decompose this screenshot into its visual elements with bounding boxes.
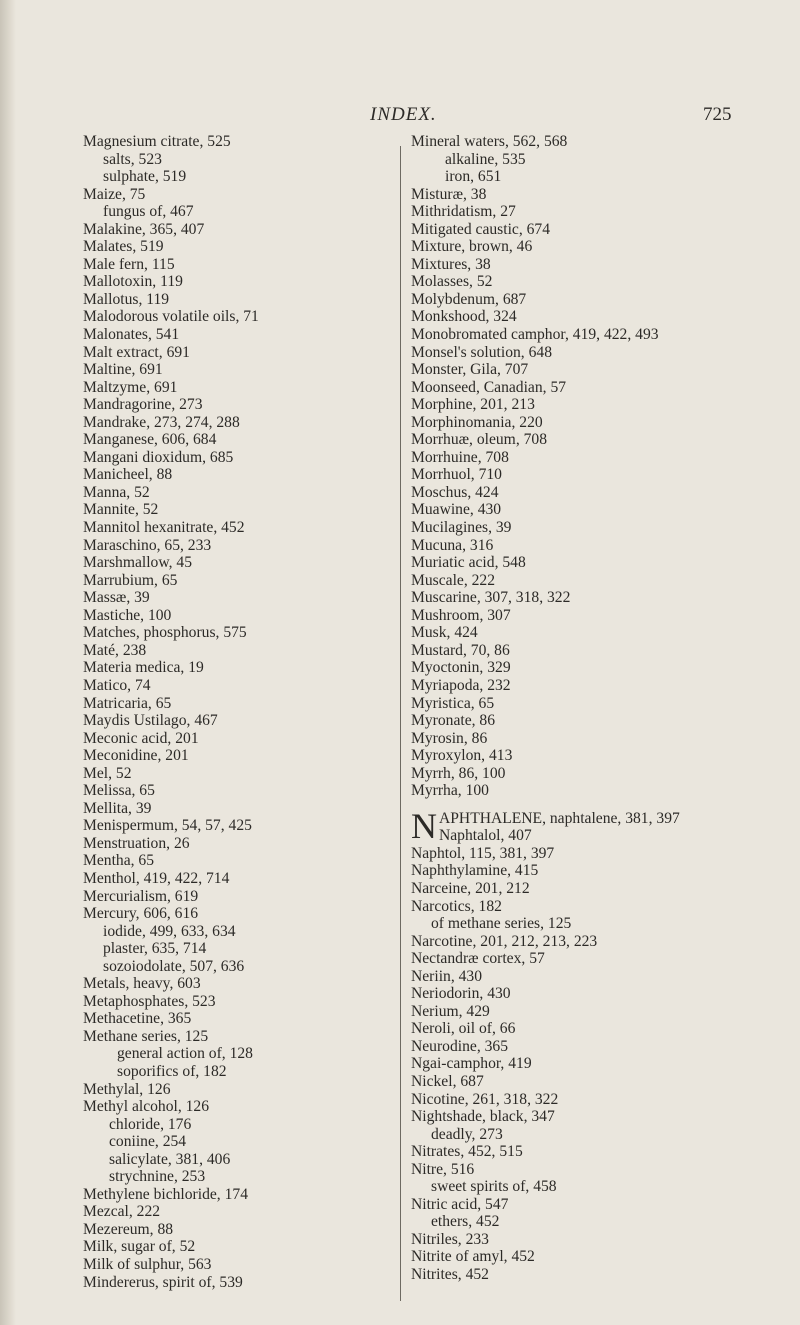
index-subentry: alkaline, 535: [445, 150, 526, 168]
index-subentry: strychnine, 253: [109, 1168, 206, 1186]
index-entry: Manna, 52: [83, 483, 150, 501]
index-subentry: chloride, 176: [109, 1115, 192, 1133]
index-entry: Methacetine, 365: [83, 1010, 192, 1028]
index-entry: Mitigated caustic, 674: [411, 220, 551, 238]
index-entry: Nitriles, 233: [411, 1230, 489, 1248]
index-entry: Neriin, 430: [411, 967, 483, 985]
column-divider: [400, 146, 401, 1301]
index-entry: Mezereum, 88: [83, 1220, 174, 1238]
index-subentry: plaster, 635, 714: [103, 940, 207, 958]
index-entry: Morphinomania, 220: [411, 413, 543, 431]
index-entry: Mallotoxin, 119: [83, 273, 183, 291]
index-entry: Matches, phosphorus, 575: [83, 624, 247, 642]
index-entry: Nickel, 687: [411, 1072, 484, 1090]
index-entry: Metaphosphates, 523: [83, 992, 216, 1010]
index-entry: Mithridatism, 27: [411, 203, 516, 221]
index-entry: Marrubium, 65: [83, 571, 178, 589]
index-entry: Methylal, 126: [83, 1080, 171, 1098]
index-entry: Mucilagines, 39: [411, 519, 512, 537]
index-entry: Ngai-camphor, 419: [411, 1055, 532, 1073]
index-entry: Monster, Gila, 707: [411, 361, 529, 379]
index-entry: Myristica, 65: [411, 694, 495, 712]
index-entry: Materia medica, 19: [83, 659, 204, 677]
section-gap: [411, 800, 791, 810]
index-entry: Menthol, 419, 422, 714: [83, 869, 230, 887]
index-entry: Mannitol hexanitrate, 452: [83, 519, 245, 537]
index-entry: Naphthylamine, 415: [411, 862, 539, 880]
index-entry: Mastiche, 100: [83, 606, 172, 624]
index-entry: Molasses, 52: [411, 273, 493, 291]
index-entry: Morrhuol, 710: [411, 466, 502, 484]
index-subentry: iodide, 499, 633, 634: [103, 922, 236, 940]
index-entry: Mellita, 39: [83, 799, 152, 817]
index-entry: Matico, 74: [83, 676, 151, 694]
index-entry: Mentha, 65: [83, 852, 155, 870]
index-entry: Marshmallow, 45: [83, 554, 192, 572]
index-entry: Monkshood, 324: [411, 308, 517, 326]
index-entry: Mallotus, 119: [83, 290, 170, 308]
index-entry: Mindererus, spirit of, 539: [83, 1273, 243, 1291]
index-entry: Myrosin, 86: [411, 729, 488, 747]
index-entry: Malodorous volatile oils, 71: [83, 308, 259, 326]
index-entry: Nitre, 516: [411, 1160, 475, 1178]
index-entry: Nitric acid, 547: [411, 1195, 509, 1213]
index-entry: Maltzyme, 691: [83, 378, 178, 396]
index-entry: Methylene bichloride, 174: [83, 1185, 248, 1203]
index-entry: Milk of sulphur, 563: [83, 1256, 212, 1273]
index-subentry: sulphate, 519: [103, 168, 187, 186]
index-entry: Manicheel, 88: [83, 466, 173, 484]
index-entry: Nerium, 429: [411, 1002, 490, 1020]
index-entry: Mezcal, 222: [83, 1203, 161, 1221]
index-subentry: salts, 523: [103, 150, 162, 168]
index-section-n: [411, 845, 791, 1284]
section-n-second-entry: Naphtalol, 407: [439, 827, 532, 845]
index-entry: Morphine, 201, 213: [411, 396, 535, 414]
index-entry: Myrrha, 100: [411, 782, 489, 800]
index-entry: Melissa, 65: [83, 782, 155, 800]
index-entry: Morrhuæ, oleum, 708: [411, 431, 548, 449]
section-n-first-entry: APHTHALENE, naphtalene, 381, 397: [439, 809, 680, 827]
index-entry: Methyl alcohol, 126: [83, 1098, 210, 1116]
index-section-m: [411, 133, 791, 800]
index-subentry: fungus of, 467: [103, 203, 194, 221]
index-entry: Mixtures, 38: [411, 255, 491, 273]
index-subentry: sozoiodolate, 507, 636: [103, 957, 245, 975]
index-entry: Maize, 75: [83, 185, 146, 203]
index-entry: Mineral waters, 562, 568: [411, 133, 568, 150]
section-n-heading-entry: [411, 805, 791, 846]
index-entry: Myoctonin, 329: [411, 659, 511, 677]
index-entry: Magnesium citrate, 525: [83, 133, 231, 150]
index-entry: Maraschino, 65, 233: [83, 536, 212, 554]
index-entry: Nitrites, 452: [411, 1266, 489, 1283]
index-entry: Nicotine, 261, 318, 322: [411, 1090, 559, 1108]
index-entry: Narcotine, 201, 212, 213, 223: [411, 932, 598, 950]
index-entry: Methane series, 125: [83, 1027, 209, 1045]
index-entry: Myronate, 86: [411, 712, 496, 730]
running-title: INDEX.: [370, 104, 437, 125]
index-entry: Mustard, 70, 86: [411, 641, 510, 659]
index-entry: Myrrh, 86, 100: [411, 764, 506, 782]
index-entry: Narceine, 201, 212: [411, 879, 530, 897]
index-entry: Malt extract, 691: [83, 343, 190, 361]
index-entry: Maltine, 691: [83, 361, 163, 379]
index-entry: Mushroom, 307: [411, 606, 511, 624]
index-entry: Muriatic acid, 548: [411, 554, 526, 572]
index-entry: Narcotics, 182: [411, 897, 502, 915]
index-entry: Menstruation, 26: [83, 834, 190, 852]
index-entry: Mandragorine, 273: [83, 396, 203, 414]
index-entry: Mannite, 52: [83, 501, 159, 519]
index-entry: Neurodine, 365: [411, 1037, 509, 1055]
index-entry: Malonates, 541: [83, 326, 180, 344]
index-entry: Nitrates, 452, 515: [411, 1143, 523, 1161]
index-entry: Myriapoda, 232: [411, 676, 511, 694]
index-entry: Neriodorin, 430: [411, 985, 511, 1003]
index-entry: Monobromated camphor, 419, 422, 493: [411, 326, 659, 344]
index-subentry: salicylate, 381, 406: [109, 1150, 231, 1168]
index-entry: Moschus, 424: [411, 483, 499, 501]
index-entry: Mel, 52: [83, 764, 132, 782]
index-entry: Mucuna, 316: [411, 536, 494, 554]
index-entry: Milk, sugar of, 52: [83, 1238, 196, 1256]
index-entry: Maté, 238: [83, 641, 147, 659]
index-entry: Mixture, brown, 46: [411, 238, 533, 256]
index-entry: Meconic acid, 201: [83, 729, 199, 747]
index-entry: Manganese, 606, 684: [83, 431, 217, 449]
index-entry: Myroxylon, 413: [411, 747, 513, 765]
index-entry: Nitrite of amyl, 452: [411, 1248, 535, 1266]
index-subentry: deadly, 273: [431, 1125, 503, 1143]
index-entry: Neroli, oil of, 66: [411, 1020, 516, 1038]
index-entry: Massæ, 39: [83, 589, 150, 607]
index-subentry: ethers, 452: [431, 1213, 500, 1231]
index-entry: Morrhuine, 708: [411, 448, 509, 466]
index-entry: Malakine, 365, 407: [83, 220, 205, 238]
index-subentry: general action of, 128: [117, 1045, 253, 1063]
index-entry: Matricaria, 65: [83, 694, 172, 712]
index-entry: Nectandræ cortex, 57: [411, 950, 545, 968]
index-subentry: of methane series, 125: [431, 915, 572, 933]
index-entry: Meconidine, 201: [83, 747, 189, 765]
page-header: [0, 104, 800, 130]
index-entry: Muscale, 222: [411, 571, 496, 589]
index-entry: Misturæ, 38: [411, 185, 487, 203]
index-entry: Muawine, 430: [411, 501, 502, 519]
index-subentry: soporifics of, 182: [117, 1062, 227, 1080]
page-number: 725: [703, 104, 732, 125]
drop-cap-letter: N: [411, 805, 437, 846]
index-entry: Monsel's solution, 648: [411, 343, 552, 361]
index-column-left: [83, 133, 373, 1291]
index-entry: Mercurialism, 619: [83, 887, 199, 905]
index-entry: Mangani dioxidum, 685: [83, 448, 234, 466]
index-entry: Moonseed, Canadian, 57: [411, 378, 567, 396]
index-entry: Muscarine, 307, 318, 322: [411, 589, 571, 607]
index-entry: Menispermum, 54, 57, 425: [83, 817, 252, 835]
index-column-right: [411, 133, 791, 1284]
index-entry: Metals, heavy, 603: [83, 975, 201, 993]
index-subentry: sweet spirits of, 458: [431, 1178, 557, 1196]
book-binding-shadow: [0, 0, 16, 1325]
index-entry: Mandrake, 273, 274, 288: [83, 413, 240, 431]
index-entry: Naphtol, 115, 381, 397: [411, 844, 555, 862]
index-subentry: iron, 651: [445, 168, 502, 186]
index-entry: Nightshade, black, 347: [411, 1108, 555, 1126]
index-entry: Musk, 424: [411, 624, 478, 642]
index-entry: Mercury, 606, 616: [83, 905, 199, 923]
index-subentry: coniine, 254: [109, 1133, 187, 1151]
index-entry: Malates, 519: [83, 238, 164, 256]
index-entry: Molybdenum, 687: [411, 290, 527, 308]
index-entry: Male fern, 115: [83, 255, 175, 273]
index-entry: Maydis Ustilago, 467: [83, 712, 218, 730]
